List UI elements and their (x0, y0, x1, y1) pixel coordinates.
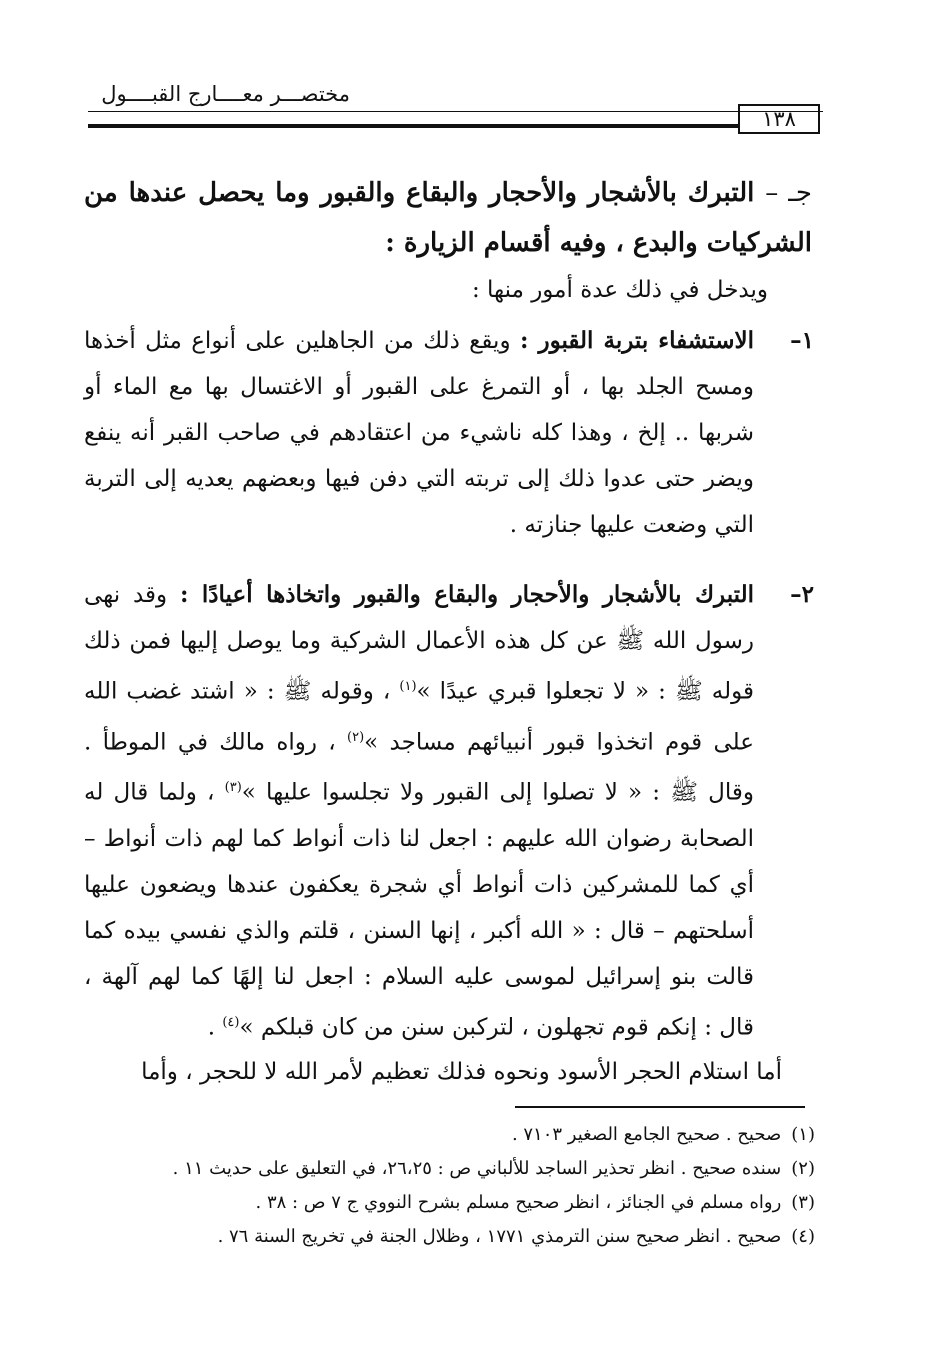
footnotes (90, 1118, 815, 1254)
closing-paragraph: أما استلام الحجر الأسود ونحوه فذلك تعظيم لأمر الله لا للحجر ، وأما (141, 1059, 782, 1085)
footnote-text: سنده صحيح . انظر تحذير الساجد للألباني ص : ٢٦،٢٥، في التعليق على حديث ١١ . (172, 1158, 782, 1179)
footnote-ref[interactable]: (٤) (222, 1014, 240, 1030)
item-text: ، وقوله ﷺ : « اشتد غضب الله على قوم اتخذوا قبور أنبيائهم مساجد » (84, 678, 754, 756)
footnote-text: صحيح . انظر صحيح سنن الترمذي ١٧٧١ ، وظلال الجنة في تخريج السنة ٧٦ . (217, 1226, 782, 1247)
item-text: . (207, 1014, 216, 1041)
footnote-text: رواه مسلم في الجنائز ، انظر صحيح مسلم بشرح النووي ج ٧ ص : ٣٨ . (255, 1192, 782, 1213)
item-text: وقد نهى رسول الله ﷺ عن كل هذه الأعمال الشركية وما يوصل إليها فمن ذلك قوله ﷺ : « لا تجعلوا قبري عيدًا » (84, 582, 755, 705)
header-rule-thick (88, 124, 738, 128)
footnote (90, 1186, 815, 1220)
item-number: ١– (790, 327, 814, 354)
footnote-text: صحيح . صحيح الجامع الصغير ٧١٠٣ . (511, 1124, 782, 1145)
item-lead: التبرك بالأشجار والأحجار والبقاع والقبور واتخاذها أعيادًا : (179, 581, 754, 608)
page-number: ١٣٨ (738, 104, 820, 134)
list-item (84, 318, 814, 548)
footnote-label: (٢) (791, 1158, 815, 1179)
footnote (90, 1152, 815, 1186)
intro-paragraph: ويدخل في ذلك عدة أمور منها : (471, 277, 768, 303)
section-marker: جـ – (765, 178, 812, 208)
item-body (84, 318, 754, 548)
running-title: مختصـــر معــــارج القبــــول (101, 82, 350, 106)
section-heading (84, 168, 812, 268)
footnote-label: (٣) (791, 1192, 815, 1213)
footnote (90, 1220, 815, 1254)
item-lead: الاستشفاء بتربة القبور : (519, 327, 755, 354)
footnote-ref[interactable]: (٢) (347, 729, 365, 745)
section-heading-text: التبرك بالأشجار والأحجار والبقاع والقبور وما يحصل عندها من الشركيات والبدع ، وفيه أقسام الزيارة : (84, 178, 812, 258)
footnote-ref[interactable]: (١) (399, 679, 417, 694)
item-body (84, 572, 754, 1051)
footnote-label: (١) (791, 1124, 815, 1145)
footnote-label: (٤) (791, 1226, 815, 1247)
footnote (90, 1118, 815, 1152)
list-item (84, 572, 814, 1051)
item-text: ، رواه مالك في الموطأ . وقال ﷺ : « لا تصلوا إلى القبور ولا تجلسوا عليها » (84, 729, 754, 806)
item-text: ويقع ذلك من الجاهلين على أنواع مثل أخذها ومسح الجلد بها ، أو التمرغ على القبور أو الاغتسال بها مع الماء أو شربها .. إلخ ، وهذا كله ناشيء من اعتقادهم في صاحب القبر أنه ينفع ويضر حتى عدوا ذلك إلى تربته التي دفن فيها وبعضهم يعديه إلى التربة التي وضعت عليها جنازته . (84, 328, 754, 538)
header-rule-thin (88, 111, 823, 112)
footnote-ref[interactable]: (٣) (224, 780, 242, 796)
footnote-separator (515, 1106, 805, 1108)
item-text: ، ولما قال له الصحابة رضوان الله عليهم : اجعل لنا ذات أنواط كما لهم ذات أنواط – أي كما للمشركين ذات أنواط أي شجرة يعكفون عندها ويضعون عليها أسلحتهم – قال : « الله أكبر ، إنها السنن ، قلتم والذي نفسي بيده كما قالت بنو إسرائيل لموسى عليه السلام : اجعل لنا إلهًا كما لهم آلهة ، قال : إنكم قوم تجهلون ، لتركبن سنن من كان قبلكم » (84, 779, 754, 1041)
item-number: ٢– (790, 581, 814, 608)
